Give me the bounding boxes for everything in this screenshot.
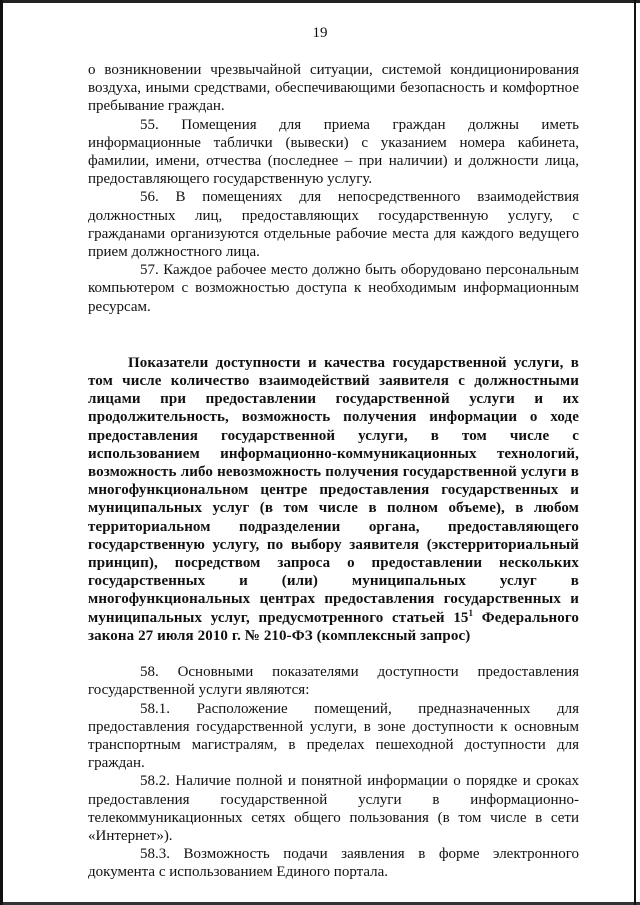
paragraph-55: 55. Помещения для приема граждан должны иметь информационные таблички (вывески) с указанием номера кабинета, фамилии, имени, отчества (последнее – при наличии) и должности лица, предоставляющего государственную услугу. bbox=[88, 116, 579, 188]
scan-border-right bbox=[634, 0, 636, 905]
paragraph-continued: о возникновении чрезвычайной ситуации, системой кондиционирования воздуха, иными средствами, обеспечивающими безопасность и комфортное пребывание граждан. bbox=[88, 62, 579, 115]
heading-superscript: 1 bbox=[468, 607, 474, 618]
scan-border-top bbox=[0, 0, 640, 3]
paragraph-57: 57. Каждое рабочее место должно быть оборудовано персональным компьютером с возможностью доступа к необходимым информационным ресурсам. bbox=[88, 262, 579, 315]
paragraph-58: 58. Основными показателями доступности предоставления государственной услуги являются: bbox=[88, 664, 579, 699]
scan-border-left bbox=[0, 0, 3, 905]
page-number: 19 bbox=[312, 25, 328, 41]
heading-text-tail: Федерального закона 27 июля 2010 г. № 210-ФЗ (комплексный запрос) bbox=[88, 609, 579, 644]
document-body bbox=[88, 61, 579, 882]
section-heading bbox=[88, 354, 579, 645]
paragraph-58-3: 58.3. Возможность подачи заявления в форме электронного документа с использованием Единого портала. bbox=[88, 846, 579, 881]
heading-text-main: Показатели доступности и качества государственной услуги, в том числе количество взаимодействий заявителя с должностными лицами при предоставлении государственной услуги и их продолжительность, возможность получения информации о ходе предоставления государственной услуги, в том числе с использованием информационно-коммуникационных технологий, возможность либо невозможность получения государственной услуги в многофункциональном центре предоставления государственных и муниципальных услуг (в том числе в полном объеме), в любом территориальном подразделении органа, предоставляющего государственную услугу, по выбору заявителя (экстерриториальный принцип), посредством запроса о предоставлении нескольких государственных и (или) муниципальных услуг в многофункциональных центрах предоставления государственных и муниципальных услуг, предусмотренного статьей 15 bbox=[88, 354, 579, 626]
paragraph-58-1: 58.1. Расположение помещений, предназначенных для предоставления государственной услуги, в зоне доступности к основным транспортным магистралям, в пределах пешеходной доступности для граждан. bbox=[88, 700, 579, 772]
paragraph-58-2: 58.2. Наличие полной и понятной информации о порядке и сроках предоставления государственной услуги в информационно-телекоммуникационных сетях общего пользования (в том числе в сети «Интернет»). bbox=[88, 773, 579, 844]
paragraph-56: 56. В помещениях для непосредственного взаимодействия должностных лиц, предоставляющих государственную услугу, с гражданами организуются отдельные рабочие места для каждого ведущего прием должностного лица. bbox=[88, 189, 579, 261]
